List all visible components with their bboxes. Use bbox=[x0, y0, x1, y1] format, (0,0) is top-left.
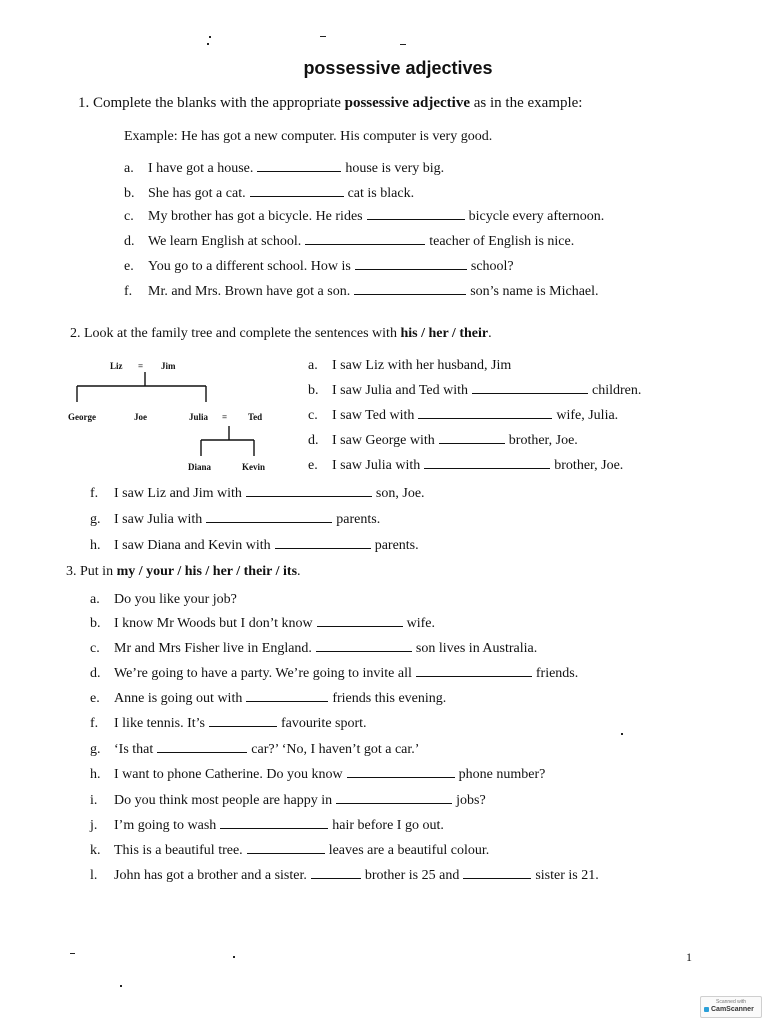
item-text: I saw George with bbox=[332, 433, 435, 448]
item-text: car?’ ‘No, I haven’t got a car.’ bbox=[251, 742, 420, 757]
item-letter: f. bbox=[124, 284, 133, 299]
item-letter: h. bbox=[90, 767, 101, 782]
ex1-item-b bbox=[124, 185, 414, 203]
item-text: parents. bbox=[374, 538, 419, 553]
item-letter: d. bbox=[90, 666, 101, 681]
item-text: You go to a different school. How is bbox=[148, 259, 351, 274]
ex1-item-c bbox=[124, 208, 604, 226]
item-text: favourite sport. bbox=[281, 716, 367, 731]
ex2-item-c bbox=[308, 407, 618, 425]
item-letter: c. bbox=[308, 408, 318, 423]
item-text: My brother has got a bicycle. He rides bbox=[148, 209, 363, 224]
answer-blank[interactable] bbox=[424, 458, 550, 469]
answer-blank[interactable] bbox=[317, 616, 403, 627]
ex2-item-d bbox=[308, 432, 578, 450]
ex3-item-e bbox=[90, 690, 446, 708]
answer-blank[interactable] bbox=[157, 742, 247, 753]
item-text: teacher of English is nice. bbox=[429, 234, 575, 249]
item-letter: l. bbox=[90, 868, 98, 883]
answer-blank[interactable] bbox=[336, 793, 452, 804]
item-letter: d. bbox=[124, 234, 135, 249]
item-text: Do you think most people are happy in bbox=[114, 793, 333, 808]
scan-speck bbox=[207, 43, 209, 45]
item-letter: b. bbox=[90, 616, 101, 631]
ex3-item-c bbox=[90, 640, 537, 658]
item-letter: f. bbox=[90, 716, 99, 731]
item-letter: f. bbox=[90, 486, 99, 501]
item-text: Mr. and Mrs. Brown have got a son. bbox=[148, 284, 351, 299]
scan-speck bbox=[233, 956, 235, 958]
scan-speck bbox=[320, 36, 326, 37]
scanner-brand: CamScanner bbox=[711, 1006, 754, 1013]
scan-speck bbox=[209, 36, 211, 38]
ex1-item-a bbox=[124, 160, 444, 178]
item-text: Do you like your job? bbox=[114, 592, 237, 607]
tree-name-liz: Liz bbox=[110, 361, 123, 371]
scanner-watermark bbox=[700, 996, 762, 1018]
ex2-item-a bbox=[308, 357, 511, 375]
item-letter: c. bbox=[124, 209, 134, 224]
item-letter: k. bbox=[90, 843, 101, 858]
answer-blank[interactable] bbox=[347, 767, 455, 778]
ex1-item-d bbox=[124, 233, 574, 251]
tree-marriage-sign: = bbox=[222, 412, 228, 422]
ex3-item-b bbox=[90, 615, 435, 633]
ex2-item-b bbox=[308, 382, 641, 400]
exercise-1-example: Example: He has got a new computer. His computer is very good. bbox=[124, 129, 493, 144]
item-text: Anne is going out with bbox=[114, 691, 243, 706]
item-letter: d. bbox=[308, 433, 319, 448]
instruction-keyword: my / your / his / her / their / its bbox=[116, 564, 298, 579]
item-text: bicycle every afternoon. bbox=[468, 209, 605, 224]
item-text: I saw Diana and Kevin with bbox=[114, 538, 271, 553]
answer-blank[interactable] bbox=[257, 161, 341, 172]
item-text: brother is 25 and bbox=[364, 868, 460, 883]
instruction-keyword: possessive adjective bbox=[344, 95, 471, 111]
item-text: I saw Liz with her husband, Jim bbox=[332, 358, 512, 373]
ex3-item-j bbox=[90, 817, 444, 835]
item-text: school? bbox=[470, 259, 514, 274]
item-letter: h. bbox=[90, 538, 101, 553]
instruction-text: 1. Complete the blanks with the appropriate bbox=[78, 95, 345, 111]
item-text: children. bbox=[592, 383, 642, 398]
item-text: John has got a brother and a sister. bbox=[114, 868, 307, 883]
answer-blank[interactable] bbox=[354, 284, 466, 295]
item-letter: g. bbox=[90, 742, 101, 757]
item-text: brother, Joe. bbox=[508, 433, 578, 448]
item-letter: i. bbox=[90, 793, 98, 808]
tree-name-ted: Ted bbox=[248, 412, 263, 422]
scan-speck bbox=[120, 985, 122, 987]
item-text: She has got a cat. bbox=[148, 186, 246, 201]
item-text: I saw Julia with bbox=[114, 512, 203, 527]
answer-blank[interactable] bbox=[206, 512, 332, 523]
ex3-item-k bbox=[90, 842, 489, 860]
answer-blank[interactable] bbox=[367, 209, 465, 220]
item-text: phone number? bbox=[458, 767, 546, 782]
answer-blank[interactable] bbox=[220, 818, 328, 829]
item-letter: e. bbox=[90, 691, 100, 706]
item-text: I saw Liz and Jim with bbox=[114, 486, 242, 501]
ex3-item-l bbox=[90, 867, 599, 885]
item-text: son, Joe. bbox=[375, 486, 425, 501]
item-text: wife. bbox=[406, 616, 436, 631]
item-text: ‘Is that bbox=[114, 742, 154, 757]
instruction-keyword: his / her / their bbox=[400, 326, 489, 341]
item-text: I saw Julia with bbox=[332, 458, 421, 473]
item-text: leaves are a beautiful colour. bbox=[328, 843, 490, 858]
exercise-1-instruction bbox=[78, 94, 582, 112]
item-text: friends. bbox=[535, 666, 579, 681]
ex2-item-g bbox=[90, 511, 380, 529]
item-text: Mr and Mrs Fisher live in England. bbox=[114, 641, 312, 656]
exercise-2-instruction bbox=[70, 325, 492, 343]
answer-blank[interactable] bbox=[246, 486, 372, 497]
item-letter: a. bbox=[90, 592, 100, 607]
item-letter: a. bbox=[124, 161, 134, 176]
instruction-text: 2. Look at the family tree and complete the sentences with bbox=[70, 326, 401, 341]
item-text: house is very big. bbox=[345, 161, 445, 176]
item-text: I like tennis. It’s bbox=[114, 716, 205, 731]
item-text: I saw Julia and Ted with bbox=[332, 383, 469, 398]
item-text: hair before I go out. bbox=[332, 818, 444, 833]
scan-speck bbox=[70, 953, 75, 954]
tree-name-kevin: Kevin bbox=[242, 462, 266, 472]
item-letter: c. bbox=[90, 641, 100, 656]
instruction-text: 3. Put in bbox=[66, 564, 117, 579]
item-letter: g. bbox=[90, 512, 101, 527]
item-text: son lives in Australia. bbox=[415, 641, 538, 656]
ex3-item-g bbox=[90, 741, 419, 759]
ex1-item-f bbox=[124, 283, 599, 301]
item-letter: b. bbox=[308, 383, 319, 398]
tree-name-diana: Diana bbox=[188, 462, 212, 472]
item-text: We’re going to have a party. We’re going to invite all bbox=[114, 666, 412, 681]
tree-marriage-sign: = bbox=[138, 361, 144, 371]
ex3-item-d bbox=[90, 665, 578, 683]
ex2-item-f bbox=[90, 485, 425, 503]
item-text: cat is black. bbox=[347, 186, 415, 201]
item-text: We learn English at school. bbox=[148, 234, 302, 249]
item-text: I know Mr Woods but I don’t know bbox=[114, 616, 313, 631]
ex2-item-e bbox=[308, 457, 623, 475]
answer-blank[interactable] bbox=[439, 433, 505, 444]
item-letter: b. bbox=[124, 186, 135, 201]
answer-blank[interactable] bbox=[418, 408, 552, 419]
item-text: I’m going to wash bbox=[114, 818, 217, 833]
item-letter: e. bbox=[308, 458, 318, 473]
instruction-text: as in the example: bbox=[470, 95, 583, 111]
scan-speck bbox=[400, 44, 406, 45]
answer-blank[interactable] bbox=[355, 259, 467, 270]
answer-blank[interactable] bbox=[463, 868, 531, 879]
answer-blank[interactable] bbox=[416, 666, 532, 677]
family-tree bbox=[60, 356, 290, 476]
item-text: jobs? bbox=[456, 793, 486, 808]
answer-blank[interactable] bbox=[316, 641, 412, 652]
answer-blank[interactable] bbox=[246, 691, 328, 702]
item-text: I saw Ted with bbox=[332, 408, 415, 423]
answer-blank[interactable] bbox=[247, 843, 325, 854]
instruction-text: . bbox=[488, 326, 492, 341]
tree-name-jim: Jim bbox=[161, 361, 176, 371]
item-letter: a. bbox=[308, 358, 318, 373]
ex2-item-h bbox=[90, 537, 419, 555]
answer-blank[interactable] bbox=[305, 234, 425, 245]
page-number: 1 bbox=[686, 950, 692, 964]
tree-name-george: George bbox=[68, 412, 96, 422]
exercise-3-instruction bbox=[66, 563, 301, 581]
ex3-item-i bbox=[90, 792, 486, 810]
answer-blank[interactable] bbox=[311, 868, 361, 879]
item-text: friends this evening. bbox=[332, 691, 447, 706]
instruction-text: . bbox=[297, 564, 301, 579]
item-text: This is a beautiful tree. bbox=[114, 843, 243, 858]
answer-blank[interactable] bbox=[472, 383, 588, 394]
ex3-item-h bbox=[90, 766, 545, 784]
worksheet-title: possessive adjectives bbox=[303, 58, 493, 78]
item-text: brother, Joe. bbox=[554, 458, 624, 473]
answer-blank[interactable] bbox=[275, 538, 371, 549]
tree-name-joe: Joe bbox=[134, 412, 147, 422]
item-letter: j. bbox=[90, 818, 98, 833]
scan-speck bbox=[621, 733, 623, 735]
ex1-item-e bbox=[124, 258, 514, 276]
item-text: I have got a house. bbox=[148, 161, 254, 176]
scanner-caption: Scanned with bbox=[715, 999, 747, 1005]
item-text: sister is 21. bbox=[535, 868, 599, 883]
tree-name-julia: Julia bbox=[189, 412, 209, 422]
answer-blank[interactable] bbox=[209, 716, 277, 727]
item-text: parents. bbox=[336, 512, 381, 527]
answer-blank[interactable] bbox=[250, 186, 344, 197]
ex3-item-a bbox=[90, 591, 237, 609]
ex3-item-f bbox=[90, 715, 367, 733]
item-text: son’s name is Michael. bbox=[470, 284, 599, 299]
item-letter: e. bbox=[124, 259, 134, 274]
camscanner-logo-icon bbox=[704, 1007, 709, 1012]
item-text: wife, Julia. bbox=[556, 408, 619, 423]
item-text: I want to phone Catherine. Do you know bbox=[114, 767, 343, 782]
